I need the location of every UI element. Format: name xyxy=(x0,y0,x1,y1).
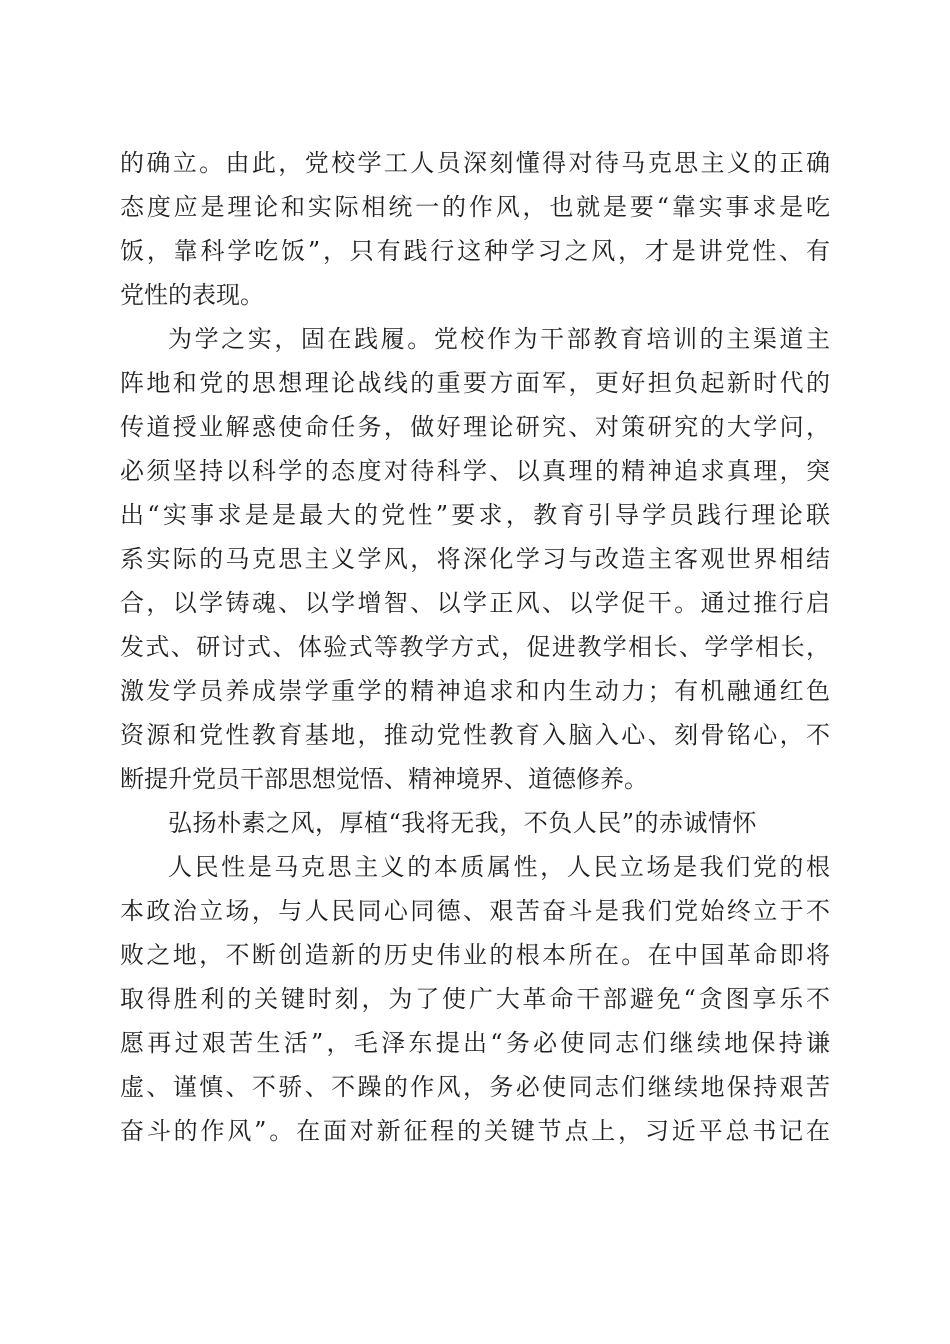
text-line: 传道授业解惑使命任务，做好理论研究、对策研究的大学问， xyxy=(120,413,830,441)
text-line: 系实际的马克思主义学风，将深化学习与改造主客观世界相结 xyxy=(120,545,830,573)
text-line: 败之地，不断创造新的历史伟业的根本所在。在中国革命即将 xyxy=(120,941,830,969)
section-heading: 弘扬朴素之风，厚植“我将无我，不负人民”的赤诚情怀 xyxy=(168,809,758,837)
paragraph-first-line: 为学之实，固在践履。党校作为干部教育培训的主渠道主 xyxy=(168,325,830,353)
text-line: 党性的表现。 xyxy=(120,281,264,309)
text-line: 愿再过艰苦生活”，毛泽东提出“务必使同志们继续地保持谦 xyxy=(120,1029,830,1057)
text-line: 出“实事求是是最大的党性”要求，教育引导学员践行理论联 xyxy=(120,501,830,529)
text-line: 奋斗的作风”。在面对新征程的关键节点上，习近平总书记在 xyxy=(120,1117,830,1145)
text-line: 饭，靠科学吃饭”，只有践行这种学习之风，才是讲党性、有 xyxy=(120,237,830,265)
text-line: 阵地和党的思想理论战线的重要方面军，更好担负起新时代的 xyxy=(120,369,830,397)
text-line: 本政治立场，与人民同心同德、艰苦奋斗是我们党始终立于不 xyxy=(120,897,830,925)
text-line: 必须坚持以科学的态度对待科学、以真理的精神追求真理，突 xyxy=(120,457,830,485)
document-body xyxy=(120,141,830,1153)
text-line: 断提升党员干部思想觉悟、精神境界、道德修养。 xyxy=(120,765,648,793)
text-line: 合，以学铸魂、以学增智、以学正风、以学促干。通过推行启 xyxy=(120,589,830,617)
text-line: 资源和党性教育基地，推动党性教育入脑入心、刻骨铭心，不 xyxy=(120,721,830,749)
text-line: 的确立。由此，党校学工人员深刻懂得对待马克思主义的正确 xyxy=(120,149,830,177)
text-line: 态度应是理论和实际相统一的作风，也就是要“靠实事求是吃 xyxy=(120,193,830,221)
text-line: 虚、谨慎、不骄、不躁的作风，务必使同志们继续地保持艰苦 xyxy=(120,1073,830,1101)
text-line: 激发学员养成崇学重学的精神追求和内生动力；有机融通红色 xyxy=(120,677,830,705)
text-line: 取得胜利的关键时刻，为了使广大革命干部避免“贪图享乐不 xyxy=(120,985,830,1013)
text-line: 发式、研讨式、体验式等教学方式，促进教学相长、学学相长， xyxy=(120,633,830,661)
paragraph-first-line: 人民性是马克思主义的本质属性，人民立场是我们党的根 xyxy=(168,853,830,881)
